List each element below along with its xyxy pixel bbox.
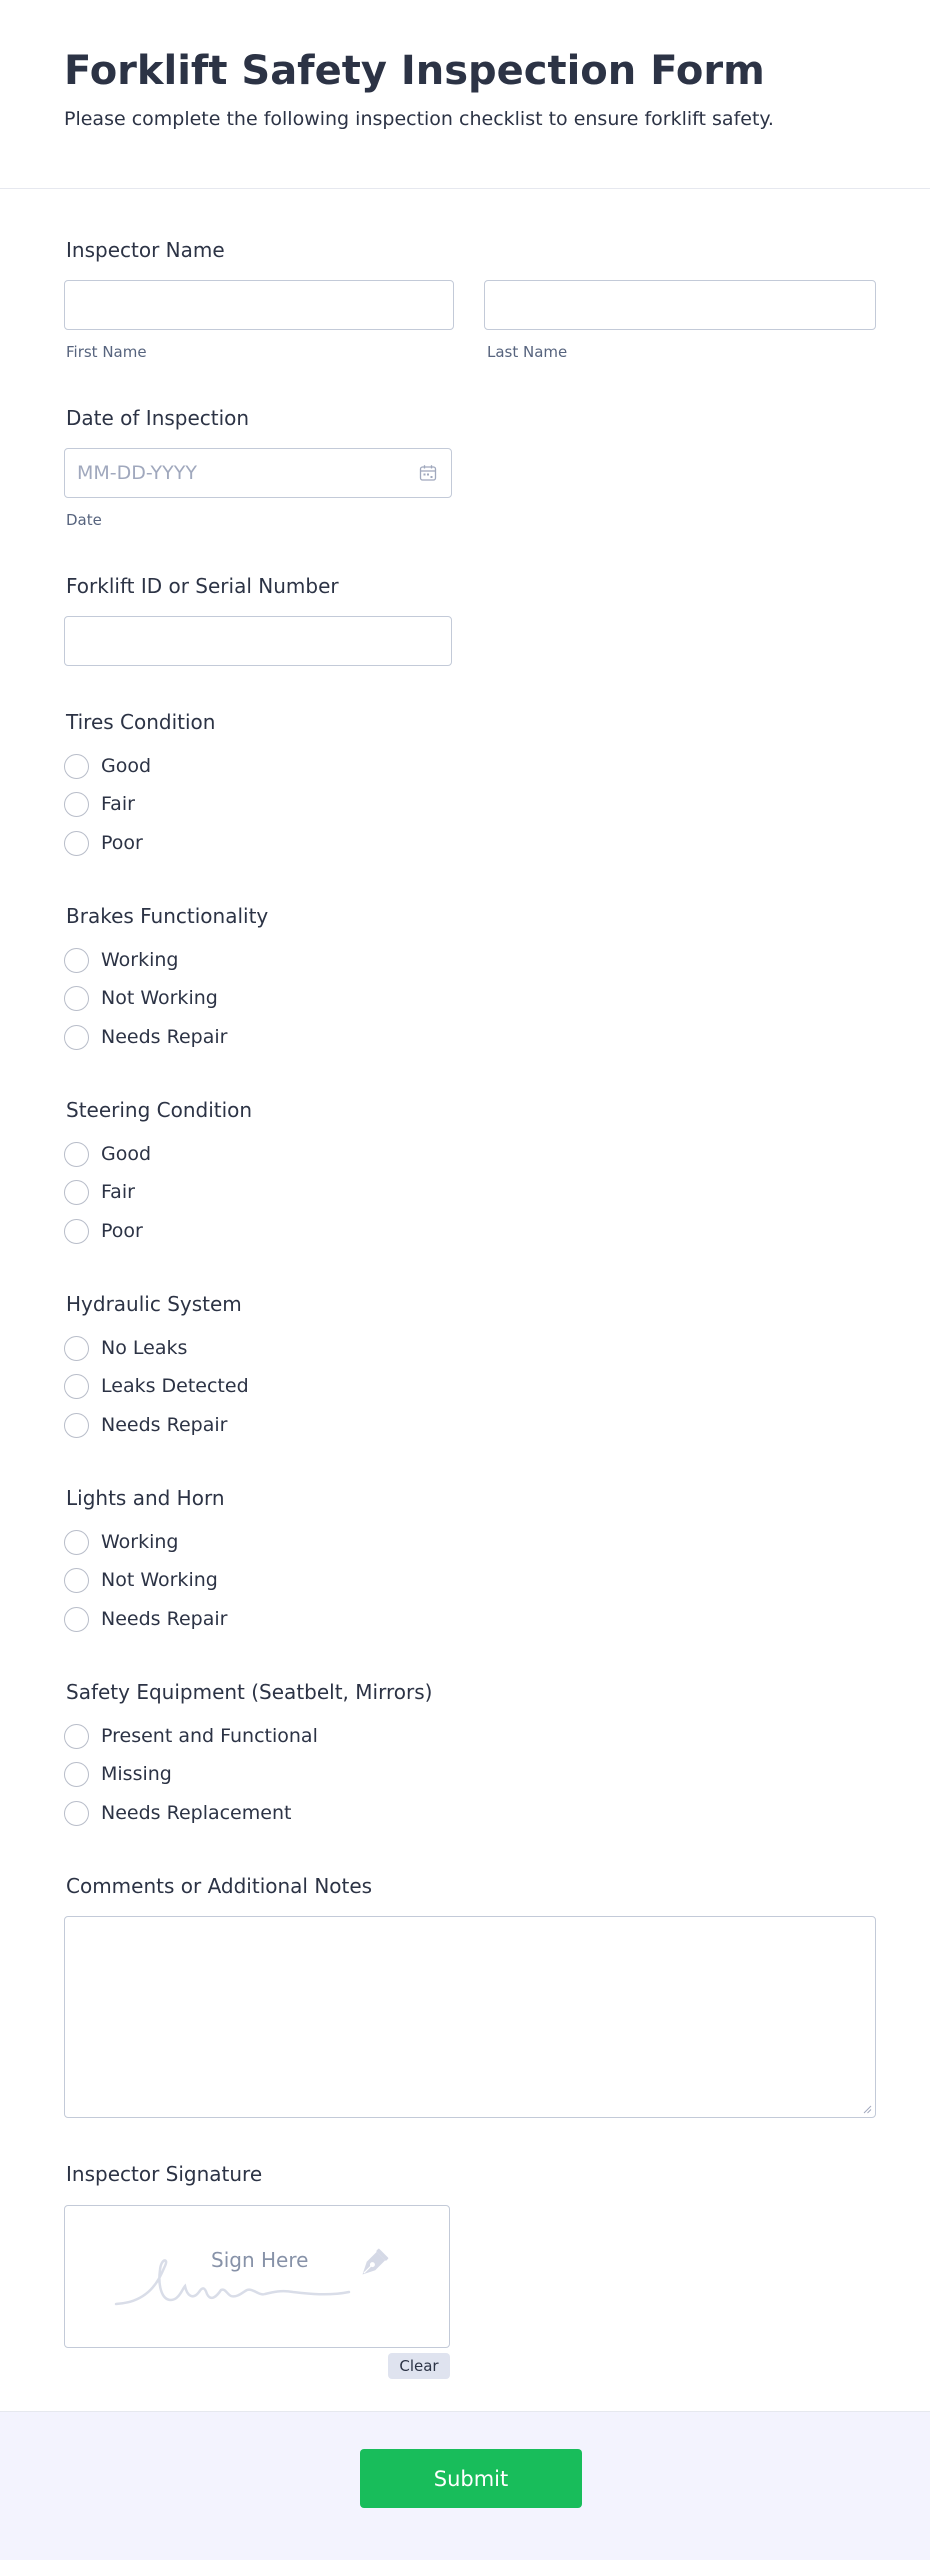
date-sublabel: Date: [66, 511, 102, 529]
radio-label: Fair: [101, 793, 135, 815]
radio-button[interactable]: [64, 948, 89, 973]
brakes-option-needs-repair[interactable]: [64, 1024, 227, 1050]
last-name-field[interactable]: [484, 280, 876, 330]
radio-label: Poor: [101, 1220, 143, 1242]
tires-option-good[interactable]: [64, 753, 151, 779]
tires-label: Tires Condition: [66, 710, 216, 734]
steering-option-poor[interactable]: [64, 1218, 143, 1244]
radio-button[interactable]: [64, 831, 89, 856]
radio-label: Not Working: [101, 987, 218, 1009]
first-name-input[interactable]: [65, 281, 453, 329]
comments-textarea[interactable]: [65, 1917, 875, 2117]
radio-label: Not Working: [101, 1569, 218, 1591]
date-input[interactable]: [65, 449, 451, 497]
radio-button[interactable]: [64, 1142, 89, 1167]
radio-button[interactable]: [64, 1530, 89, 1555]
radio-button[interactable]: [64, 1413, 89, 1438]
tires-option-fair[interactable]: [64, 791, 135, 817]
date-field[interactable]: [64, 448, 452, 498]
radio-label: Fair: [101, 1181, 135, 1203]
steering-label: Steering Condition: [66, 1098, 253, 1122]
submit-button[interactable]: Submit: [360, 2449, 582, 2508]
radio-label: No Leaks: [101, 1337, 188, 1359]
radio-label: Poor: [101, 832, 143, 854]
lights-label: Lights and Horn: [66, 1486, 225, 1510]
signature-label: Inspector Signature: [66, 2162, 263, 2186]
radio-button[interactable]: [64, 1607, 89, 1632]
form-header: [0, 0, 930, 189]
radio-button[interactable]: [64, 1568, 89, 1593]
forklift-id-label: Forklift ID or Serial Number: [66, 574, 339, 598]
safety-option-needs-replacement[interactable]: [64, 1800, 291, 1826]
safety-option-missing[interactable]: [64, 1761, 172, 1787]
radio-button[interactable]: [64, 986, 89, 1011]
radio-button[interactable]: [64, 1180, 89, 1205]
radio-label: Working: [101, 949, 179, 971]
footer-divider: [0, 2411, 930, 2412]
radio-button[interactable]: [64, 1025, 89, 1050]
radio-button[interactable]: [64, 754, 89, 779]
brakes-option-not-working[interactable]: [64, 985, 218, 1011]
signature-placeholder: Sign Here: [211, 2248, 309, 2272]
radio-button[interactable]: [64, 1724, 89, 1749]
radio-label: Working: [101, 1531, 179, 1553]
radio-label: Needs Repair: [101, 1414, 228, 1436]
lights-option-not-working[interactable]: [64, 1567, 218, 1593]
lights-option-needs-repair[interactable]: [64, 1606, 227, 1632]
forklift-id-field[interactable]: [64, 616, 452, 666]
radio-label: Good: [101, 1143, 152, 1165]
hydraulic-option-no-leaks[interactable]: [64, 1335, 187, 1361]
brakes-label: Brakes Functionality: [66, 904, 269, 928]
radio-label: Needs Repair: [101, 1026, 228, 1048]
radio-label: Needs Repair: [101, 1608, 228, 1630]
steering-option-good[interactable]: [64, 1141, 151, 1167]
signature-pad[interactable]: [64, 2205, 450, 2348]
brakes-option-working[interactable]: [64, 947, 179, 973]
first-name-sublabel: First Name: [66, 343, 147, 361]
radio-button[interactable]: [64, 792, 89, 817]
comments-field[interactable]: [64, 1916, 876, 2118]
radio-button[interactable]: [64, 1336, 89, 1361]
last-name-input[interactable]: [485, 281, 875, 329]
radio-label: Leaks Detected: [101, 1375, 249, 1397]
tires-option-poor[interactable]: [64, 830, 143, 856]
radio-label: Present and Functional: [101, 1725, 318, 1747]
radio-button[interactable]: [64, 1374, 89, 1399]
forklift-id-input[interactable]: [65, 617, 451, 665]
clear-signature-button[interactable]: Clear: [388, 2353, 450, 2379]
hydraulic-option-leaks-detected[interactable]: [64, 1373, 249, 1399]
radio-button[interactable]: [64, 1219, 89, 1244]
safety-option-present[interactable]: [64, 1723, 318, 1749]
pen-nib-icon: [351, 2246, 391, 2286]
calendar-icon[interactable]: [419, 464, 437, 482]
resize-grip-icon[interactable]: [862, 2104, 872, 2114]
hydraulic-option-needs-repair[interactable]: [64, 1412, 227, 1438]
radio-label: Needs Replacement: [101, 1802, 292, 1824]
hydraulic-label: Hydraulic System: [66, 1292, 242, 1316]
steering-option-fair[interactable]: [64, 1179, 135, 1205]
radio-button[interactable]: [64, 1762, 89, 1787]
radio-label: Good: [101, 755, 152, 777]
form-subtitle: Please complete the following inspection checklist to ensure forklift safety.: [64, 108, 774, 130]
safety-label: Safety Equipment (Seatbelt, Mirrors): [66, 1680, 433, 1704]
comments-label: Comments or Additional Notes: [66, 1874, 373, 1898]
date-label: Date of Inspection: [66, 406, 250, 430]
radio-button[interactable]: [64, 1801, 89, 1826]
radio-label: Missing: [101, 1763, 172, 1785]
inspector-name-label: Inspector Name: [66, 238, 225, 262]
last-name-sublabel: Last Name: [487, 343, 568, 361]
lights-option-working[interactable]: [64, 1529, 179, 1555]
form-title: Forklift Safety Inspection Form: [64, 48, 765, 94]
first-name-field[interactable]: [64, 280, 454, 330]
